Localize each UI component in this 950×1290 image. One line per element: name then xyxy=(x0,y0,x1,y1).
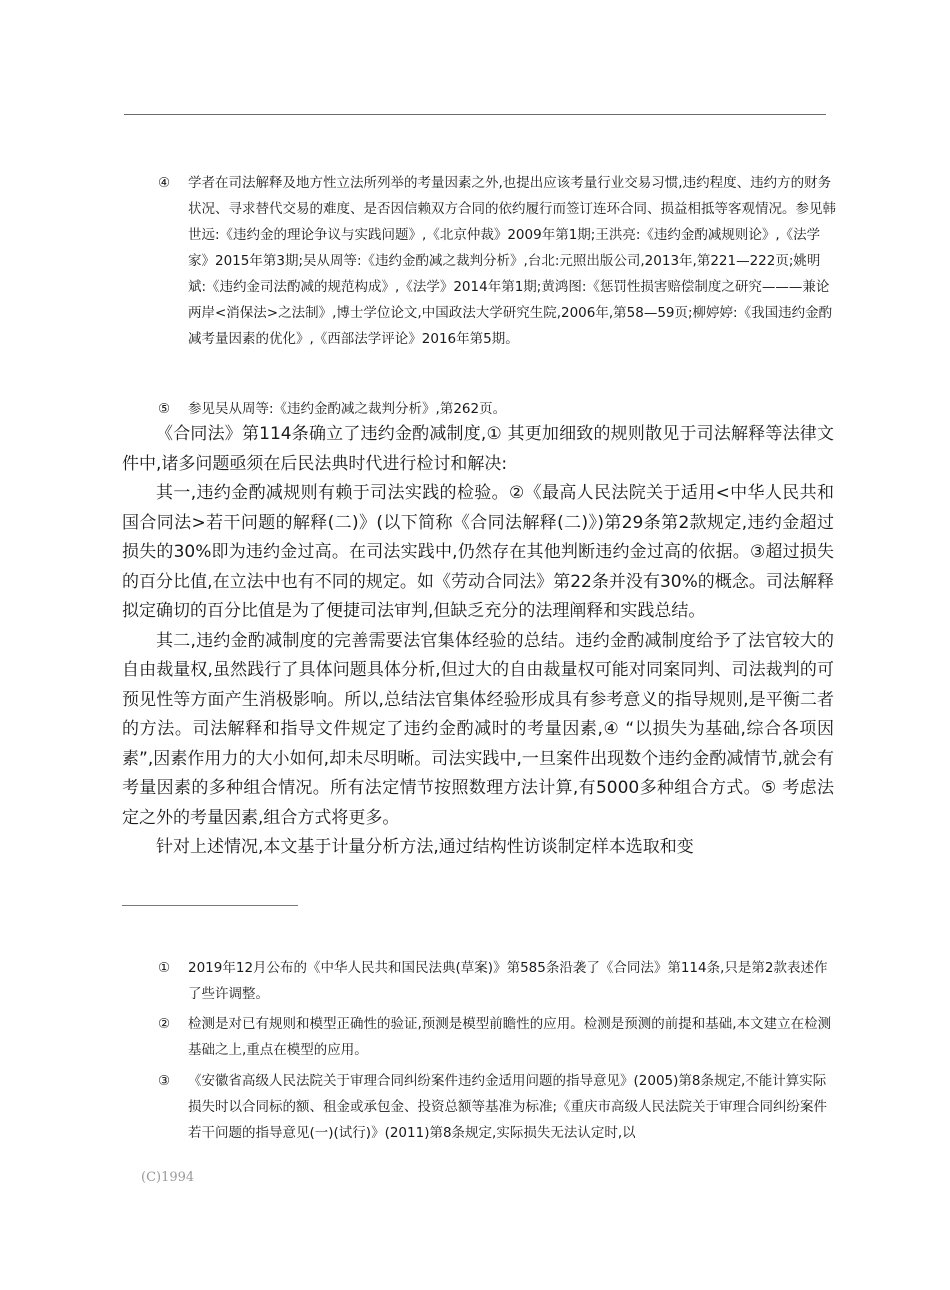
footnote-text: 检测是对已有规则和模型正确性的验证,预测是模型前瞻性的应用。检测是预测的前提和基础,本文建立在检测基础之上,重点在模型的应用。 xyxy=(188,1016,832,1058)
footnote-item xyxy=(158,396,838,422)
footnote-item xyxy=(158,170,838,352)
footnote-number: ② xyxy=(158,1016,171,1032)
footnote-item xyxy=(158,1011,838,1063)
body-paragraph: 其一,违约金酌减规则有赖于司法实践的检验。②《最高人民法院关于适用<中华人民共和国合同法>若干问题的解释(二)》(以下简称《合同法解释(二)》)第29条第2款规定,违约金超过损失的30%即为违约金过高。在司法实践中,仍然存在其他判断违约金过高的依据。③超过损失的百分比值,在立法中也有不同的规定。如《劳动合同法》第22条并没有30%的概念。司法解释拟定确切的百分比值是为了便捷司法审判,但缺乏充分的法理阐释和实践总结。 xyxy=(122,483,834,621)
body-text xyxy=(122,420,834,863)
body-paragraph: 《合同法》第114条确立了违约金酌减制度,① 其更加细致的规则散见于司法解释等法律文件中,诸多问题亟须在后民法典时代进行检讨和解决: xyxy=(122,424,834,474)
footnote-text: 2019年12月公布的《中华人民共和国民法典(草案)》第585条沿袭了《合同法》第114条,只是第2款表述作了些许调整。 xyxy=(188,960,828,1002)
footnote-text: 参见吴从周等:《违约金酌减之裁判分析》,第262页。 xyxy=(188,401,507,417)
footnote-text: 学者在司法解释及地方性立法所列举的考量因素之外,也提出应该考量行业交易习惯,违约程度、违约方的财务状况、寻求替代交易的难度、是否因信赖双方合同的依约履行而签订连环合同、损益相抵等客观情况。参见韩世远:《违约金的理论争议与实践问题》,《北京仲裁》2009年第1期;王洪亮:《违约金酌减规则论》,《法学家》2015年第3期;吴从周等:《违约金酌减之裁判分析》,台北:元照出版公司,2013年,第221—222页;姚明斌:《违约金司法酌减的规范构成》,《法学》2014年第1期;黄鸿图:《惩罚性损害赔偿制度之研究———兼论两岸<消保法>之法制》,博士学位论文,中国政法大学研究生院,2006年,第58—59页;柳婷婷:《我国违约金酌减考量因素的优化》,《西部法学评论》2016年第5期。 xyxy=(188,175,836,347)
header-rule xyxy=(124,114,826,115)
footnote-item xyxy=(158,955,838,1007)
footnote-number: ③ xyxy=(158,1073,171,1089)
footnote-number: ④ xyxy=(158,175,171,191)
footnote-text: 《安徽省高级人民法院关于审理合同纠纷案件违约金适用问题的指导意见》(2005)第8条规定,不能计算实际损失时以合同标的额、租金或承包金、投资总额等基准为标准;《重庆市高级人民法院关于审理合同纠纷案件若干问题的指导意见(一)(试行)》(2011)第8条规定,实际损失无法认定时,以 xyxy=(188,1073,828,1141)
body-paragraph: 其二,违约金酌减制度的完善需要法官集体经验的总结。违约金酌减制度给予了法官较大的自由裁量权,虽然践行了具体问题具体分析,但过大的自由裁量权可能对同案同判、司法裁判的可预见性等方面产生消极影响。所以,总结法官集体经验形成具有参考意义的指导规则,是平衡二者的方法。司法解释和指导文件规定了违约金酌减时的考量因素,④ “以损失为基础,综合各项因素”,因素作用力的大小如何,却未尽明晰。司法实践中,一旦案件出现数个违约金酌减情节,就会有考量因素的多种组合情况。所有法定情节按照数理方法计算,有5000多种组合方式。⑤ 考虑法定之外的考量因素,组合方式将更多。 xyxy=(122,630,834,828)
copyright-watermark: (C)1994 xyxy=(141,1170,195,1185)
footnote-item xyxy=(158,1068,838,1146)
footnote-number: ⑤ xyxy=(158,401,171,417)
footnote-number: ① xyxy=(158,960,171,976)
body-paragraph: 针对上述情况,本文基于计量分析方法,通过结构性访谈制定样本选取和变 xyxy=(156,837,694,857)
footnote-separator xyxy=(122,905,298,906)
